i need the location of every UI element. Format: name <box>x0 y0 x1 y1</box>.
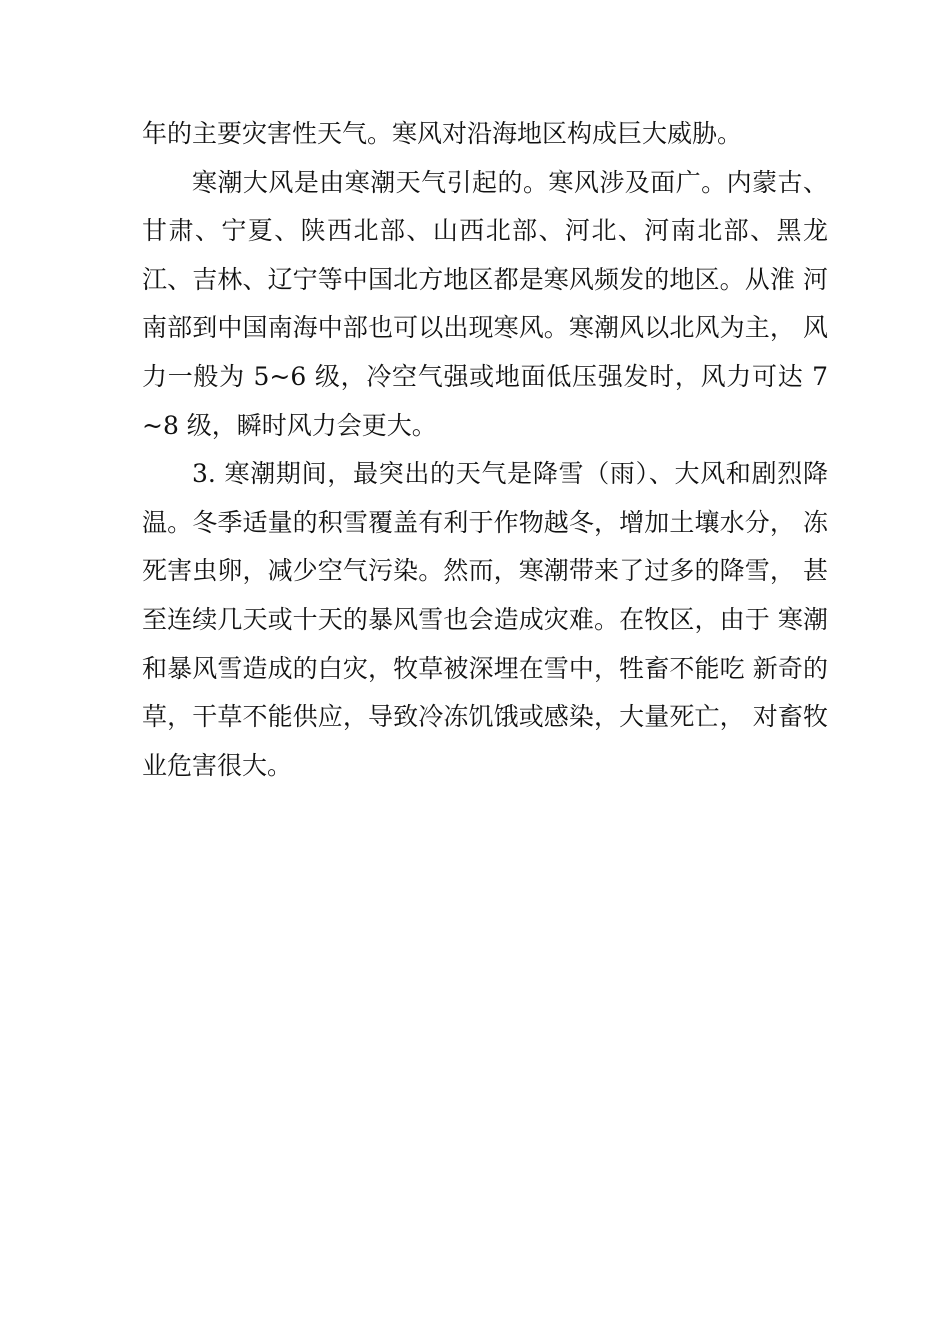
paragraph-cold-wave-snow: 3. 寒潮期间，最突出的天气是降雪（雨）、大风和剧烈降温。冬季适量的积雪覆盖有利于作物越冬，增加土壤水分， 冻死害虫卵，减少空气污染。然而，寒潮带来了过多的降雪， 甚至连续几天或十天的暴风雪也会造成灾难。在牧区，由于 寒潮和暴风雪造成的白灾，牧草被深埋在雪中，牲畜不能吃 新奇的草，干草不能供应，导致冷冻饥饿或感染，大量死亡， 对畜牧业危害很大。 <box>142 459 828 780</box>
paragraph-cold-wave-wind: 寒潮大风是由寒潮天气引起的。寒风涉及面广。内蒙古、甘肃、宁夏、陕西北部、山西北部、河北、河南北部、黑龙江、吉林、辽宁等中国北方地区都是寒风频发的地区。从淮 河南部到中国南海中部也可以出现寒风。寒潮风以北风为主， 风力一般为 5~6 级，冷空气强或地面低压强发时，风力可达 7~8 级，瞬时风力会更大。 <box>142 167 828 440</box>
paragraph-continuation: 年的主要灾害性天气。寒风对沿海地区构成巨大威胁。 <box>142 119 743 148</box>
body-text <box>142 110 828 790</box>
